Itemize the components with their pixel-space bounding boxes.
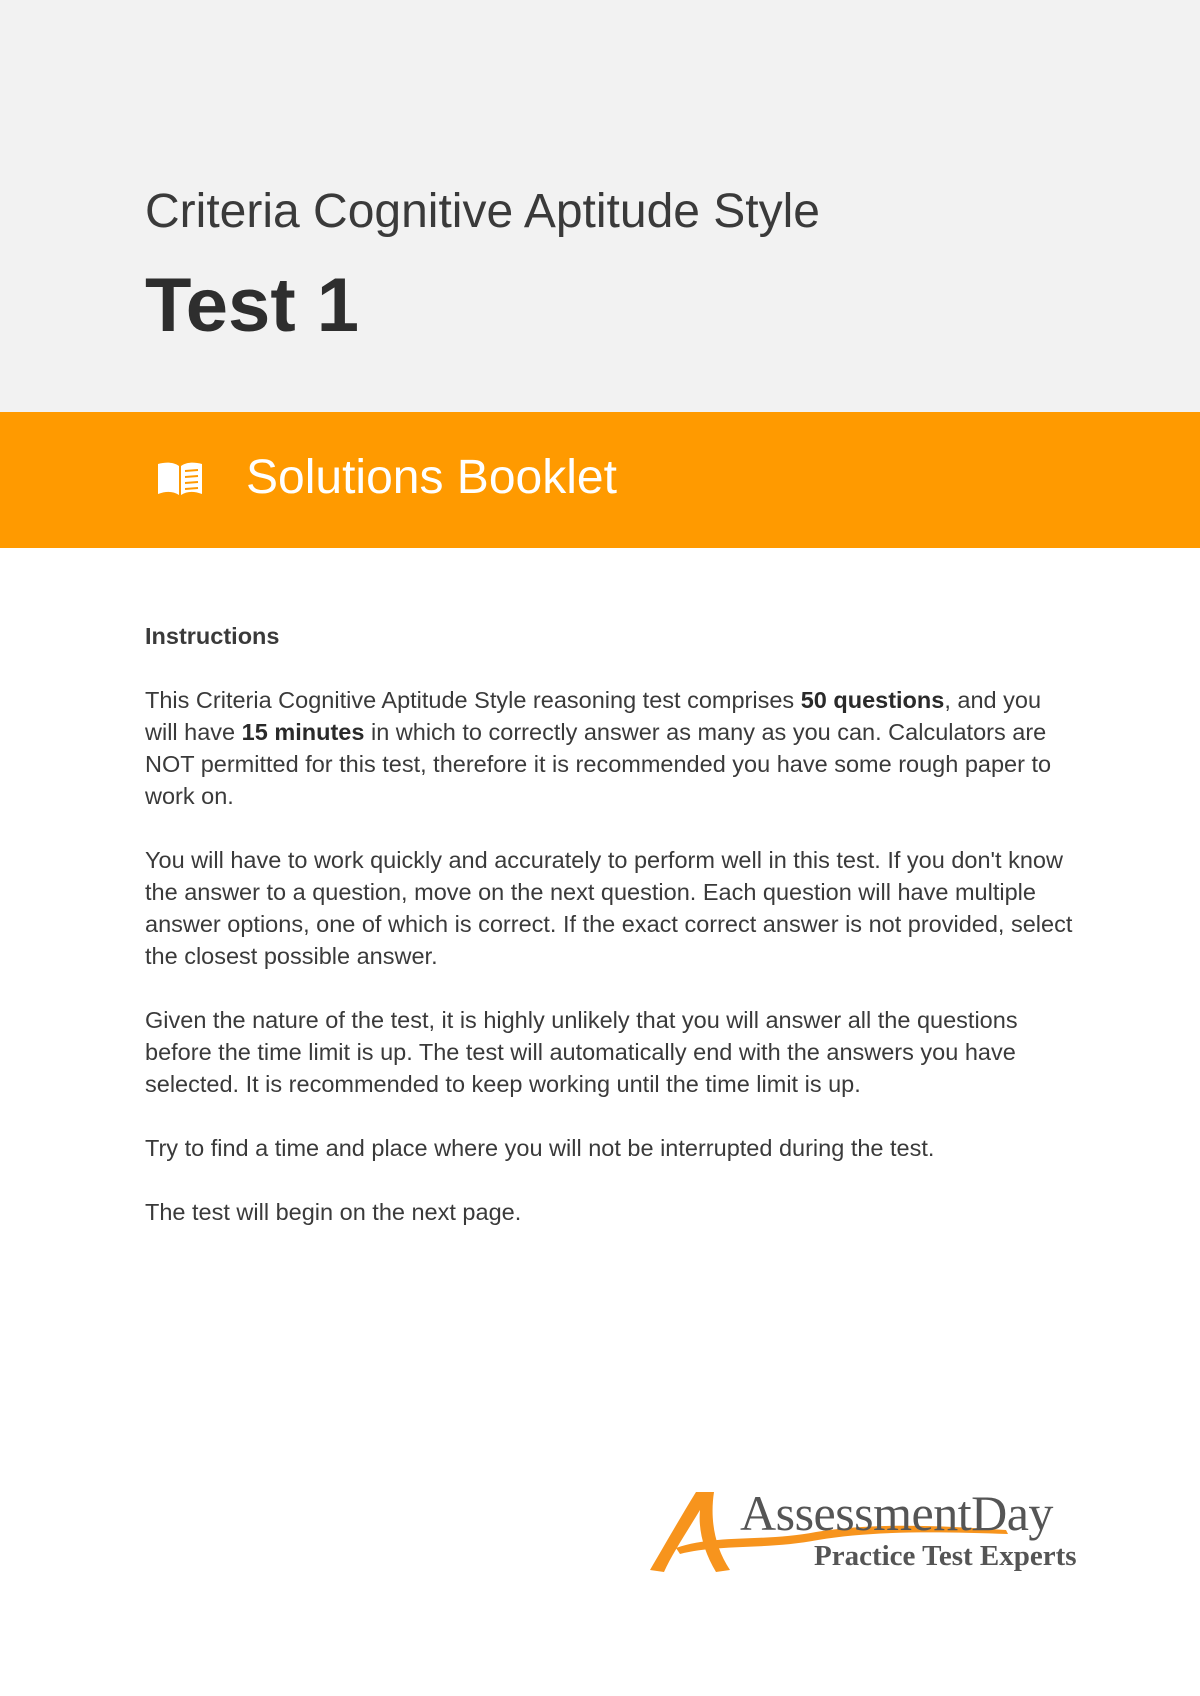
instructions-paragraph-1: This Criteria Cognitive Aptitude Style reasoning test comprises 50 questions, and you will have 15 minutes in which to correctly answer as many as you can. Calculators are NOT permitted for this test, therefore it is recommended you have some rough paper to work on. <box>145 687 1052 809</box>
open-book-icon <box>156 458 204 498</box>
instructions-paragraph-4: Try to find a time and place where you will not be interrupted during the test. <box>145 1135 935 1161</box>
header-section <box>0 0 1200 412</box>
instructions-paragraph-3: Given the nature of the test, it is highly unlikely that you will answer all the questions before the time limit is up. The test will automatically end with the answers you have selected. It is recommended to keep working until the time limit is up. <box>145 1007 1018 1097</box>
instructions-section <box>145 620 1075 1260</box>
instructions-heading: Instructions <box>145 623 280 649</box>
banner-title: Solutions Booklet <box>246 451 617 504</box>
logo-tagline: Practice Test Experts <box>814 1540 1077 1572</box>
time-limit: 15 minutes <box>241 719 365 745</box>
document-subtitle: Criteria Cognitive Aptitude Style <box>145 185 820 238</box>
instructions-paragraph-5: The test will begin on the next page. <box>145 1199 522 1225</box>
assessmentday-logo <box>646 1485 1086 1580</box>
logo-wordmark: AssessmentDay <box>740 1485 1053 1541</box>
document-title: Test 1 <box>145 263 360 348</box>
instructions-paragraph-2: You will have to work quickly and accurately to perform well in this test. If you don't know the answer to a question, move on the next question. Each question will have multiple answer options, one of which is correct. If the exact correct answer is not provided, select the closest possible answer. <box>145 847 1073 969</box>
question-count: 50 questions <box>800 687 945 713</box>
